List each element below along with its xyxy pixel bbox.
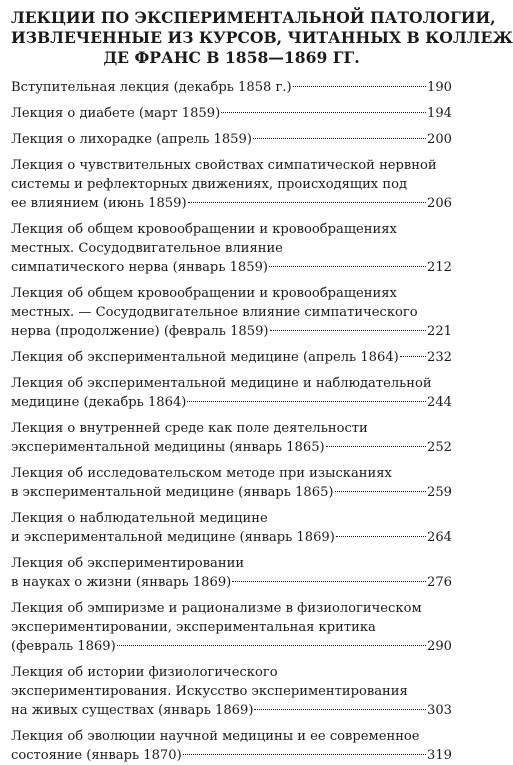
toc-entry-title-line: Лекция об общем кровообращении и кровообращениях bbox=[11, 286, 397, 301]
toc-entry-title-line: в науках о жизни (январь 1869) bbox=[11, 575, 232, 590]
page-number: 194 bbox=[427, 106, 452, 121]
toc-entry-title-line: Вступительная лекция (декабрь 1858 г.) bbox=[11, 80, 292, 95]
page-number: 319 bbox=[427, 748, 452, 763]
toc-entry-title-line: Лекция об экспериментальной медицине и наблюдательной bbox=[11, 376, 432, 391]
toc-entry-title-line: Лекция о диабете (март 1859) bbox=[11, 106, 221, 121]
toc-entry-title-line: Лекция об эмпиризме и рационализме в физиологическом bbox=[11, 601, 422, 616]
toc-entry-last-line bbox=[11, 637, 452, 656]
page-number: 206 bbox=[427, 196, 452, 211]
page-number: 200 bbox=[427, 132, 452, 147]
toc-entry bbox=[11, 130, 452, 149]
page-number: 190 bbox=[427, 80, 452, 95]
toc-entry-title-line: Лекция о внутренней среде как поле деятельности bbox=[11, 421, 368, 436]
toc-entry-last-line bbox=[11, 104, 452, 123]
toc-entry-title-line: Лекция об экспериментировании bbox=[11, 556, 245, 571]
dot-leader bbox=[183, 754, 426, 755]
table-of-contents bbox=[11, 78, 452, 765]
toc-entry-last-line bbox=[11, 130, 452, 149]
toc-entry-title-line: медицине (декабрь 1864) bbox=[11, 395, 187, 410]
toc-entry-title-line: экспериментировании, экспериментальная критика bbox=[11, 620, 376, 635]
toc-entry-title-line: в экспериментальной медицине (январь 1865) bbox=[11, 485, 334, 500]
toc-entry-title-line: Лекция о лихорадке (апрель 1859) bbox=[11, 132, 252, 147]
toc-entry-title-line: состояние (январь 1870) bbox=[11, 748, 182, 763]
page-number: 259 bbox=[427, 485, 452, 500]
toc-entry-last-line bbox=[11, 438, 452, 457]
toc-entry-last-line bbox=[11, 573, 452, 592]
toc-entry-title-line: Лекция о чувствительных свойствах симпатической нервной bbox=[11, 158, 437, 173]
dot-leader bbox=[117, 645, 426, 646]
page-number: 303 bbox=[427, 703, 452, 718]
toc-entry-title-line: Лекция об истории физиологического bbox=[11, 665, 278, 680]
toc-entry bbox=[11, 156, 452, 213]
toc-entry bbox=[11, 220, 452, 277]
toc-entry-last-line bbox=[11, 78, 452, 97]
dot-leader bbox=[336, 536, 426, 537]
toc-entry-last-line bbox=[11, 322, 452, 341]
toc-entry bbox=[11, 348, 452, 367]
dot-leader bbox=[269, 266, 426, 267]
toc-entry bbox=[11, 663, 452, 720]
dot-leader bbox=[326, 446, 426, 447]
dot-leader bbox=[335, 491, 426, 492]
toc-entry-last-line bbox=[11, 258, 452, 277]
toc-entry bbox=[11, 374, 452, 412]
toc-entry-last-line bbox=[11, 194, 452, 213]
toc-entry bbox=[11, 509, 452, 547]
toc-entry-title-line: на живых существах (январь 1869) bbox=[11, 703, 254, 718]
page-number: 276 bbox=[427, 575, 452, 590]
page-number: 252 bbox=[427, 440, 452, 455]
dot-leader bbox=[253, 138, 426, 139]
toc-entry-title-line: местных. — Сосудодвигательное влияние симпатического bbox=[11, 305, 418, 320]
toc-entry bbox=[11, 599, 452, 656]
page-number: 212 bbox=[427, 260, 452, 275]
toc-entry-title-line: Лекция об общем кровообращении и кровообращениях bbox=[11, 222, 397, 237]
toc-entry-title-line: экспериментальной медицины (январь 1865) bbox=[11, 440, 325, 455]
toc-entry-title-line: Лекция об исследовательском методе при изысканиях bbox=[11, 466, 392, 481]
toc-entry-title-line: экспериментирования. Искусство экспериментирования bbox=[11, 684, 408, 699]
dot-leader bbox=[187, 401, 426, 402]
dot-leader bbox=[400, 356, 426, 357]
toc-entry-title-line: местных. Сосудодвигательное влияние bbox=[11, 241, 283, 256]
toc-entry bbox=[11, 78, 452, 97]
toc-entry bbox=[11, 104, 452, 123]
heading-line-2: ИЗВЛЕЧЕННЫЕ ИЗ КУРСОВ, ЧИТАННЫХ В КОЛЛЕЖ bbox=[11, 28, 513, 47]
heading-line-1: ЛЕКЦИИ ПО ЭКСПЕРИМЕНТАЛЬНОЙ ПАТОЛОГИИ, bbox=[11, 8, 496, 27]
toc-entry bbox=[11, 727, 452, 765]
toc-entry-title-line: и экспериментальной медицине (январь 1869) bbox=[11, 530, 335, 545]
toc-entry-title-line: Лекция об эволюции научной медицины и ее современное bbox=[11, 729, 420, 744]
toc-entry-title-line: ее влиянием (июнь 1859) bbox=[11, 196, 187, 211]
dot-leader bbox=[188, 202, 426, 203]
toc-entry bbox=[11, 554, 452, 592]
heading-line-3: ДЕ ФРАНС В 1858—1869 ГГ. bbox=[103, 48, 360, 67]
toc-entry-title-line: (февраль 1869) bbox=[11, 639, 116, 654]
toc-entry bbox=[11, 419, 452, 457]
dot-leader bbox=[270, 330, 426, 331]
page-number: 221 bbox=[427, 324, 452, 339]
dot-leader bbox=[293, 86, 426, 87]
toc-entry-last-line bbox=[11, 746, 452, 765]
toc-entry-last-line bbox=[11, 528, 452, 547]
toc-entry bbox=[11, 284, 452, 341]
toc-entry-title-line: Лекция об экспериментальной медицине (апрель 1864) bbox=[11, 350, 399, 365]
dot-leader bbox=[221, 112, 426, 113]
toc-entry-last-line bbox=[11, 483, 452, 502]
page-number: 264 bbox=[427, 530, 452, 545]
toc-entry-last-line bbox=[11, 701, 452, 720]
toc-entry-title-line: симпатического нерва (январь 1859) bbox=[11, 260, 269, 275]
toc-entry-title-line: Лекция о наблюдательной медицине bbox=[11, 511, 268, 526]
page-number: 290 bbox=[427, 639, 452, 654]
toc-entry-title-line: нерва (продолжение) (февраль 1859) bbox=[11, 324, 269, 339]
page-number: 232 bbox=[427, 350, 452, 365]
dot-leader bbox=[232, 581, 426, 582]
toc-entry-last-line bbox=[11, 348, 452, 367]
toc-entry-last-line bbox=[11, 393, 452, 412]
page-number: 244 bbox=[427, 395, 452, 410]
dot-leader bbox=[254, 709, 426, 710]
toc-entry bbox=[11, 464, 452, 502]
section-heading bbox=[11, 8, 513, 68]
toc-entry-title-line: системы и рефлекторных движениях, происходящих под bbox=[11, 177, 408, 192]
